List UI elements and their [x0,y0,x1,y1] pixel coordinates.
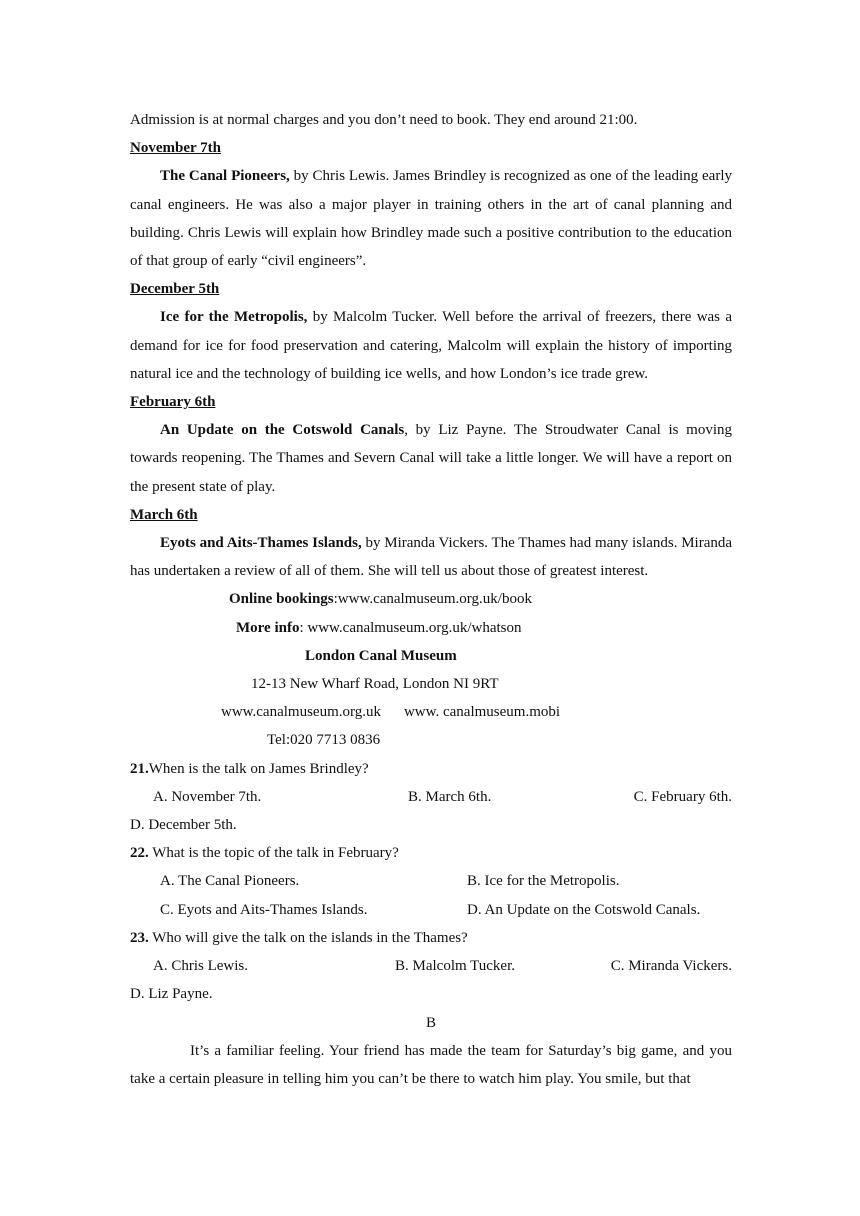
event-title: Ice for the Metropolis, [160,309,308,326]
event-body: by Chris Lewis. James Brindley is recognized as one of the leading early canal engineers. He was also a major player in training others in the art of canal planning and building. Chris Lewis will explain how Brindley made such a positive contribution to the education of that group of early “civil engineers”. [130,168,732,270]
option-a: A. Chris Lewis. [153,958,248,975]
event-description [130,416,732,501]
question [130,924,732,952]
more-info-url: : www.canalmuseum.org.uk/whatson [299,619,522,636]
event-date [130,388,732,416]
question-number: 23. [130,929,149,946]
online-bookings-line [130,585,732,613]
website-mobile: www. canalmuseum.mobi [403,704,561,721]
more-info-line [130,614,732,642]
option-b: B. Ice for the Metropolis. [467,873,620,890]
question-options [130,783,732,811]
question-options [130,952,732,980]
event-description [130,303,732,388]
event-description [130,162,732,275]
document-content [130,106,732,1093]
event-body: , by Liz Payne. The Stroudwater Canal is moving towards reopening. The Thames and Severn Canal will take a little longer. We will have a report on the present state of play. [130,422,732,495]
event-body: by Miranda Vickers. The Thames had many islands. Miranda has undertaken a review of all of them. She will tell us about those of greatest interest. [130,535,733,580]
option-c: C. Miranda Vickers. [610,958,732,975]
option-b: B. Malcolm Tucker. [395,958,516,975]
event-date-text: December 5th [130,281,220,298]
question-number: 21. [130,760,149,777]
event-body: by Malcolm Tucker. Well before the arrival of freezers, there was a demand for ice for food preservation and catering, Malcolm will explain the history of importing natural ice and the technology of building ice wells, and how London’s ice trade grew. [130,309,732,382]
intro-line: Admission is at normal charges and you don’t need to book. They end around 21:00. [130,112,638,128]
museum-address: 12-13 New Wharf Road, London NI 9RT [251,676,499,693]
option-b: B. March 6th. [408,788,492,805]
event-title: Eyots and Aits-Thames Islands, [160,535,362,552]
question-number: 22. [130,845,149,862]
option-d: D. An Update on the Cotswold Canals. [467,901,701,918]
question-text: What is the topic of the talk in February? [148,845,399,862]
more-info-label: More info [236,619,300,636]
event-title: The Canal Pioneers, [160,168,290,185]
event-date-text: February 6th [130,394,216,411]
event-date [130,134,732,162]
online-bookings-url: :www.canalmuseum.org.uk/book [333,591,532,608]
event-title: An Update on the Cotswold Canals [160,422,405,439]
event-date-text: March 6th [130,506,198,523]
website-primary: www.canalmuseum.org.uk [221,704,381,721]
question [130,755,732,783]
online-bookings-label: Online bookings [229,591,334,608]
event-description [130,529,732,585]
option-a: A. November 7th. [153,788,262,805]
section-letter: B [425,1014,436,1031]
event-date [130,275,732,303]
question [130,839,732,867]
option-c: C. Eyots and Aits-Thames Islands. [160,901,368,918]
option-a: A. The Canal Pioneers. [160,873,300,890]
section-b-paragraph: It’s a familiar feeling. Your friend has made the team for Saturday’s big game, and you take a certain pleasure in telling him you can’t be there to watch him play. You smile, but that [130,1042,732,1087]
question-options [130,896,732,924]
option-d: D. December 5th. [130,817,237,834]
event-date-text: November 7th [130,140,221,157]
museum-name: London Canal Museum [305,647,457,664]
question-text: Who will give the talk on the islands in the Thames? [148,929,468,946]
event-date [130,501,732,529]
question-text: When is the talk on James Brindley? [148,760,369,777]
museum-websites [130,698,732,726]
question-options [130,867,732,895]
option-d: D. Liz Payne. [130,986,213,1003]
option-c: C. February 6th. [633,788,732,805]
museum-tel: Tel:020 7713 0836 [267,732,381,749]
